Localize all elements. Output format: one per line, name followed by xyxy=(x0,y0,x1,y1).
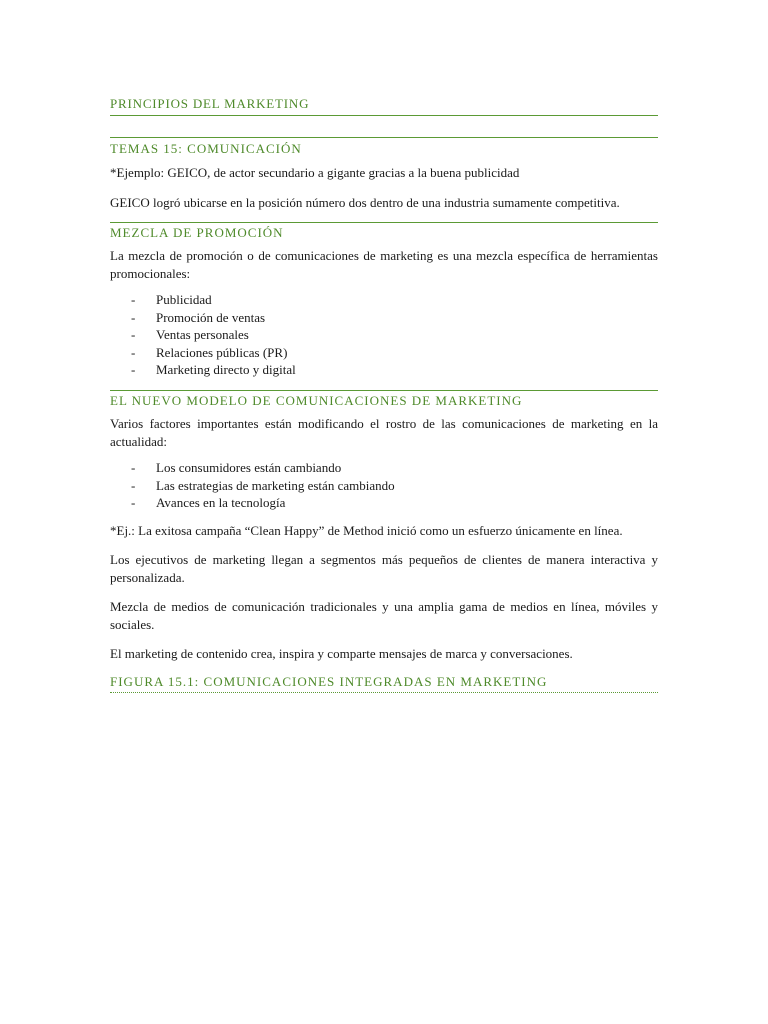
list-item: - Relaciones públicas (PR) xyxy=(131,344,288,360)
paragraph: *Ej.: La exitosa campaña “Clean Happy” de Method inició como un esfuerzo únicamente en línea. xyxy=(110,522,623,538)
section-heading: EL NUEVO MODELO DE COMUNICACIONES DE MARKETING xyxy=(110,390,658,409)
list-item: - Los consumidores están cambiando xyxy=(131,459,342,475)
document-header: PRINCIPIOS DEL MARKETING xyxy=(110,96,658,116)
paragraph: Varios factores importantes están modificando el rostro de las comunicaciones de marketing en la actualidad: xyxy=(110,415,658,449)
section-heading: TEMAS 15: COMUNICACIÓN xyxy=(110,137,658,157)
figure-caption: FIGURA 15.1: COMUNICACIONES INTEGRADAS EN MARKETING xyxy=(110,674,658,693)
section-nuevo-modelo xyxy=(110,390,658,663)
list-item: - Las estrategias de marketing están cambiando xyxy=(131,477,395,493)
document-content xyxy=(110,96,658,693)
list-item: - Avances en la tecnología xyxy=(131,495,286,511)
paragraph: La mezcla de promoción o de comunicaciones de marketing es una mezcla específica de herramientas promocionales: xyxy=(110,248,658,281)
paragraph: Mezcla de medios de comunicación tradicionales y una amplia gama de medios en línea, móviles y sociales. xyxy=(110,598,658,632)
paragraph: El marketing de contenido crea, inspira y comparte mensajes de marca y conversaciones. xyxy=(110,645,573,661)
section-heading: MEZCLA DE PROMOCIÓN xyxy=(110,222,658,241)
factors-list xyxy=(110,459,658,512)
list-item: - Ventas personales xyxy=(131,327,249,343)
section-comunicacion xyxy=(110,137,658,212)
paragraph: GEICO logró ubicarse en la posición número dos dentro de una industria sumamente competitiva. xyxy=(110,195,620,210)
list-item: - Publicidad xyxy=(131,292,212,307)
list-item: - Promoción de ventas xyxy=(131,309,266,325)
list-item: - Marketing directo y digital xyxy=(131,362,296,378)
section-mezcla-promocion xyxy=(110,222,658,379)
promotion-tools-list xyxy=(110,291,658,379)
paragraph: Los ejecutivos de marketing llegan a segmentos más pequeños de clientes de manera interactiva y personalizada. xyxy=(110,551,658,585)
paragraph: *Ejemplo: GEICO, de actor secundario a gigante gracias a la buena publicidad xyxy=(110,165,520,180)
